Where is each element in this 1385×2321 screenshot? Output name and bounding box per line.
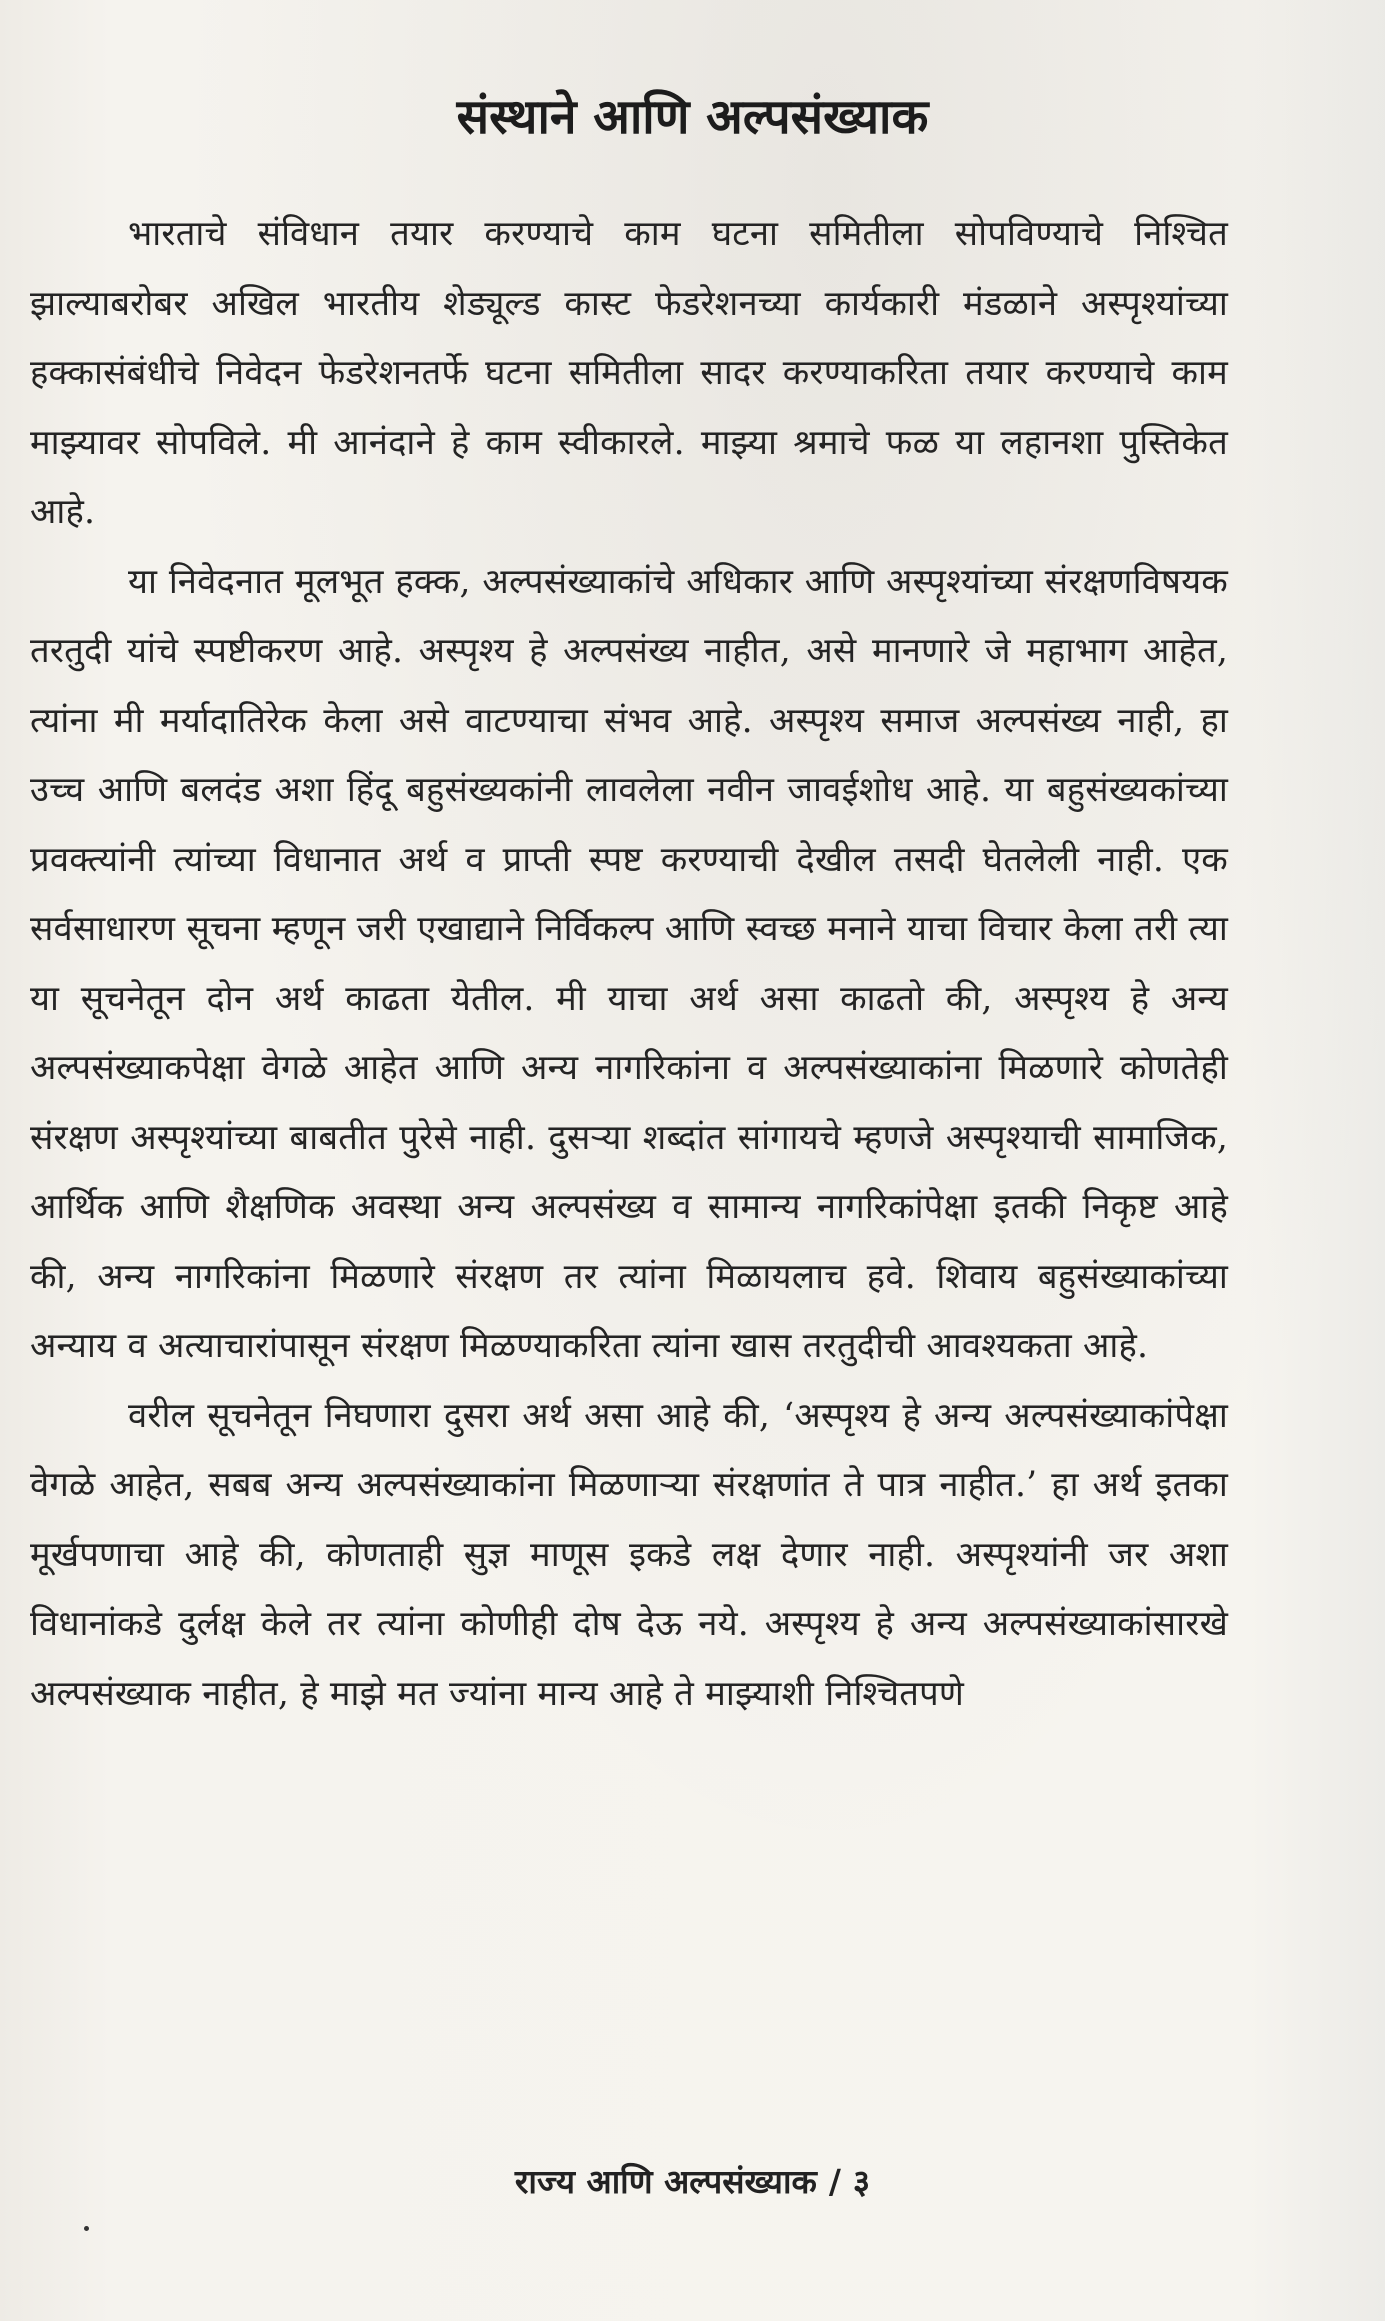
- paragraph-2: या निवेदनात मूलभूत हक्क, अल्पसंख्याकांचे अधिकार आणि अस्पृश्यांच्या संरक्षणविषयक तरतुदी यांचे स्पष्टीकरण आहे. अस्पृश्य हे अल्पसंख्य नाहीत, असे मानणारे जे महाभाग आहेत, त्यांना मी मर्यादातिरेक केला असे वाटण्याचा संभव आहे. अस्पृश्य समाज अल्पसंख्य नाही, हा उच्च आणि बलदंड अशा हिंदू बहुसंख्यकांनी लावलेला नवीन जावईशोध आहे. या बहुसंख्यकांच्या प्रवक्त्यांनी त्यांच्या विधानात अर्थ व प्राप्ती स्पष्ट करण्याची देखील तसदी घेतलेली नाही. एक सर्वसाधारण सूचना म्हणून जरी एखाद्याने निर्विकल्प आणि स्वच्छ मनाने याचा विचार केला तरी त्या या सूचनेतून दोन अर्थ काढता येतील. मी याचा अर्थ असा काढतो की, अस्पृश्य हे अन्य अल्पसंख्याकपेक्षा वेगळे आहेत आणि अन्य नागरिकांना व अल्पसंख्याकांना मिळणारे कोणतेही संरक्षण अस्पृश्यांच्या बाबतीत पुरेसे नाही. दुसऱ्या शब्दांत सांगायचे म्हणजे अस्पृश्याची सामाजिक, आर्थिक आणि शैक्षणिक अवस्था अन्य अल्पसंख्य व सामान्य नागरिकांपेक्षा इतकी निकृष्ट आहे की, अन्य नागरिकांना मिळणारे संरक्षण तर त्यांना मिळायलाच हवे. शिवाय बहुसंख्याकांच्या अन्याय व अत्याचारांपासून संरक्षण मिळण्याकरिता त्यांना खास तरतुदीची आवश्यकता आहे.: [30, 561, 1228, 1366]
- page-footer: [0, 2158, 1385, 2203]
- running-book-title: राज्य आणि अल्पसंख्याक: [514, 2162, 817, 2201]
- page-body: [30, 200, 1228, 1729]
- chapter-title: संस्थाने आणि अल्पसंख्याक: [456, 89, 929, 146]
- ink-speck: [84, 2226, 89, 2231]
- paragraph-3: वरील सूचनेतून निघणारा दुसरा अर्थ असा आहे की, ‘अस्पृश्य हे अन्य अल्पसंख्याकांपेक्षा वेगळे आहेत, सबब अन्य अल्पसंख्याकांना मिळणाऱ्या संरक्षणांत ते पात्र नाहीत.’ हा अर्थ इतका मूर्खपणाचा आहे की, कोणताही सुज्ञ माणूस इकडे लक्ष देणार नाही. अस्पृश्यांनी जर अशा विधानांकडे दुर्लक्ष केले तर त्यांना कोणीही दोष देऊ नये. अस्पृश्य हे अन्य अल्पसंख्याकांसारखे अल्पसंख्याक नाहीत, हे माझे मत ज्यांना मान्य आहे ते माझ्याशी निश्चितपणे: [30, 1395, 1228, 1714]
- page-number: ३: [852, 2162, 871, 2201]
- paragraph-1: भारताचे संविधान तयार करण्याचे काम घटना समितीला सोपविण्याचे निश्चित झाल्याबरोबर अखिल भारतीय शेड्यूल्ड कास्ट फेडरेशनच्या कार्यकारी मंडळाने अस्पृश्यांच्या हक्कासंबंधीचे निवेदन फेडरेशनतर्फे घटना समितीला सादर करण्याकरिता तयार करण्याचे काम माझ्यावर सोपविले. मी आनंदाने हे काम स्वीकारले. माझ्या श्रमाचे फळ या लहानशा पुस्तिकेत आहे.: [30, 214, 1228, 532]
- footer-separator: /: [828, 2162, 841, 2201]
